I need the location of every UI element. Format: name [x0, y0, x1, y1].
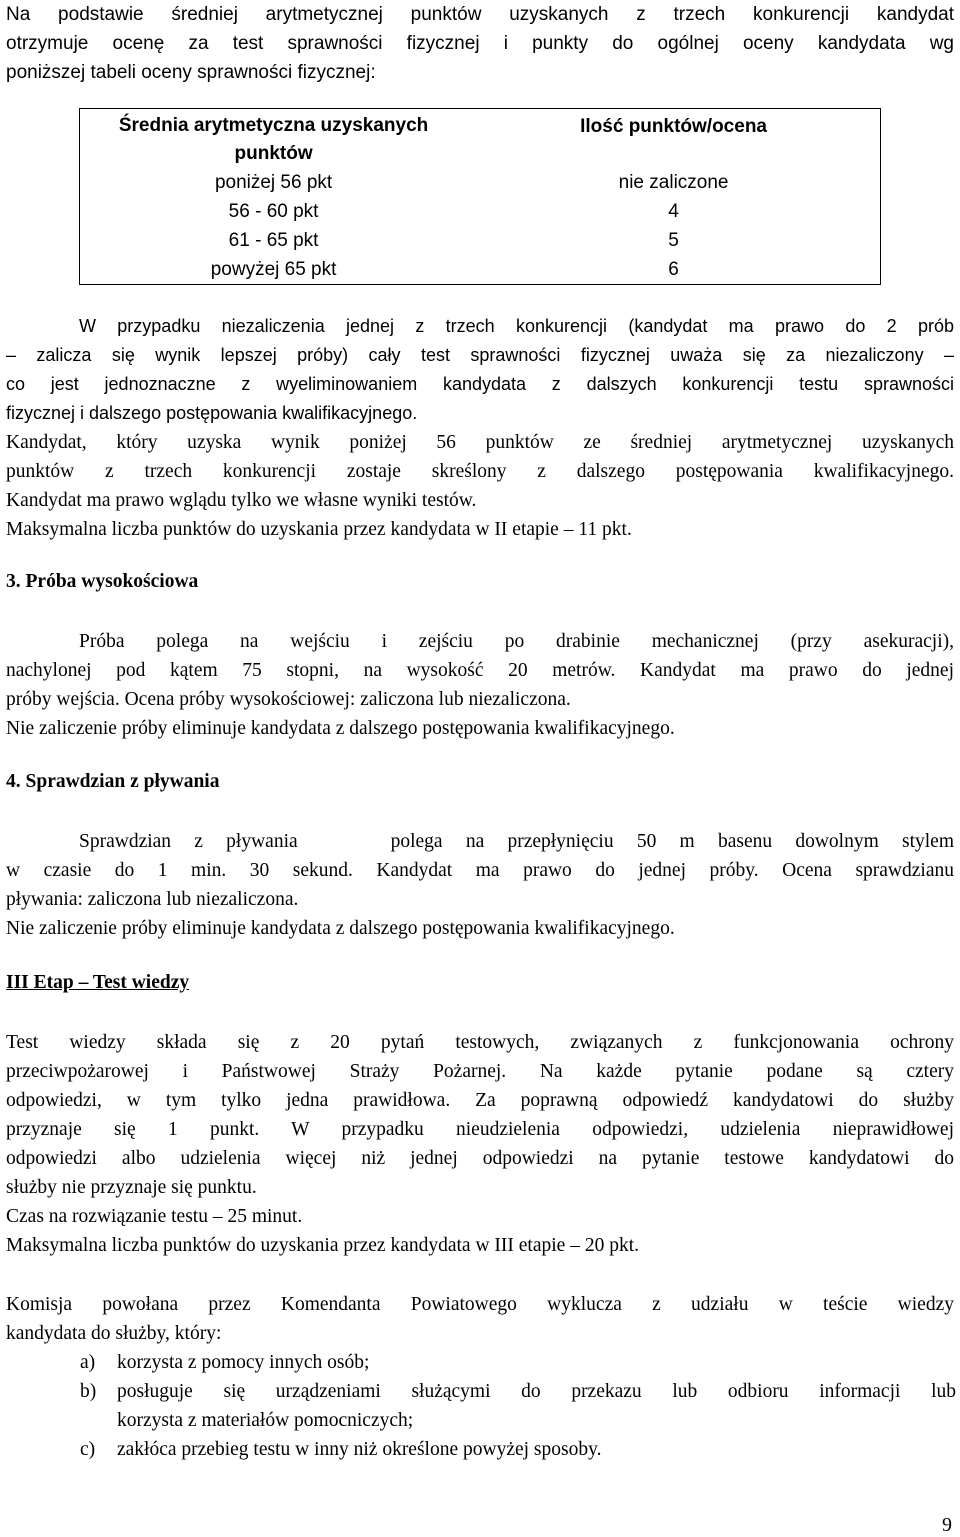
- table-cell: 4: [668, 201, 679, 222]
- stage3-line: przyznaje się 1 punkt. W przypadku nieudzielenia odpowiedzi, udzielenia nieprawidłowej: [6, 1119, 954, 1140]
- stage3-line: odpowiedzi, w tym tylko jedna prawidłowa. Za poprawną odpowiedź kandydatowi do służby: [6, 1090, 954, 1111]
- rule-line: – zalicza się wynik lepszej próby) cały test sprawności fizycznej uważa się za niezaliczony –: [6, 345, 954, 365]
- stage3-heading: III Etap – Test wiedzy: [6, 972, 190, 993]
- list-item-label: c): [80, 1439, 96, 1460]
- list-item-text: korzysta z pomocy innych osób;: [117, 1352, 370, 1373]
- table-cell: nie zaliczone: [618, 172, 729, 193]
- rule-line: co jest jednoznaczne z wyeliminowaniem kandydata z dalszych konkurencji testu sprawności: [6, 374, 954, 394]
- table-header-points: Ilość punktów/ocena: [580, 116, 767, 137]
- commission-line: kandydata do służby, który:: [6, 1323, 222, 1344]
- section4-number: 4.: [6, 771, 21, 792]
- section4-line: Sprawdzian z pływania polega na przepłynięciu 50 m basenu dowolnym stylem: [79, 831, 954, 852]
- list-item: [80, 1377, 956, 1435]
- table-row: [80, 168, 881, 197]
- table-cell: 56 - 60 pkt: [228, 201, 319, 222]
- section3-line: próby wejścia. Ocena próby wysokościowej: zaliczona lub niezaliczona.: [6, 689, 571, 710]
- intro-line: Na podstawie średniej arytmetycznej punktów uzyskanych z trzech konkurencji kandydat: [6, 4, 954, 25]
- section4-heading: [6, 771, 219, 793]
- stage2-notes: [6, 428, 954, 544]
- page-number: 9: [942, 1514, 952, 1536]
- table-row: [80, 197, 881, 226]
- table-cell: 61 - 65 pkt: [228, 230, 319, 251]
- stage3-body: [6, 1028, 954, 1260]
- list-item-label: a): [80, 1352, 96, 1373]
- intro-paragraph: [6, 0, 954, 87]
- list-item: [80, 1348, 956, 1377]
- list-item-text: zakłóca przebieg testu w inny niż określone powyżej sposoby.: [117, 1439, 602, 1460]
- list-item-text: posługuje się urządzeniami służącymi do przekazu lub odbioru informacji lub: [117, 1381, 956, 1402]
- table-cell: 6: [668, 259, 679, 280]
- section3-line: nachylonej pod kątem 75 stopni, na wysokość 20 metrów. Kandydat ma prawo do jednej: [6, 660, 954, 681]
- table-header-average: Średnia arytmetyczna uzyskanych punktów: [118, 115, 429, 164]
- section3-line: Próba polega na wejściu i zejściu po drabinie mechanicznej (przy asekuracji),: [79, 631, 954, 652]
- section4-line: w czasie do 1 min. 30 sekund. Kandydat ma prawo do jednej próby. Ocena sprawdzianu: [6, 860, 954, 881]
- list-item: [80, 1435, 956, 1464]
- section3-title: Próba wysokościowa: [25, 571, 199, 592]
- stage2-line: punktów z trzech konkurencji zostaje skreślony z dalszego postępowania kwalifikacyjnego.: [6, 461, 954, 482]
- stage3-line: Test wiedzy składa się z 20 pytań testowych, związanych z funkcjonowania ochrony: [6, 1032, 954, 1053]
- stage3-line: Czas na rozwiązanie testu – 25 minut.: [6, 1206, 303, 1227]
- table-cell: 5: [668, 230, 679, 251]
- commission-body: [6, 1290, 954, 1348]
- table-row: [80, 255, 881, 285]
- section3-number: 3.: [6, 571, 21, 592]
- section4-line: Nie zaliczenie próby eliminuje kandydata z dalszego postępowania kwalifikacyjnego.: [6, 918, 675, 939]
- table-cell: poniżej 56 pkt: [214, 172, 333, 193]
- section3-heading: [6, 571, 198, 593]
- stage3-line: Maksymalna liczba punktów do uzyskania przez kandydata w III etapie – 20 pkt.: [6, 1235, 639, 1256]
- list-item-label: b): [80, 1381, 97, 1402]
- section4-title: Sprawdzian z pływania: [25, 771, 220, 792]
- stage3-line: służby nie przyznaje się punktu.: [6, 1177, 257, 1198]
- stage2-line: Kandydat ma prawo wglądu tylko we własne wyniki testów.: [6, 490, 477, 511]
- failure-rule-paragraph: [6, 312, 954, 428]
- table-cell: powyżej 65 pkt: [210, 259, 337, 280]
- exclusion-list: [80, 1348, 956, 1464]
- stage3-line: przeciwpożarowej i Państwowej Straży Pożarnej. Na każde pytanie podane są cztery: [6, 1061, 954, 1082]
- commission-line: Komisja powołana przez Komendanta Powiatowego wyklucza z udziału w teście wiedzy: [6, 1294, 954, 1315]
- intro-line: poniższej tabeli oceny sprawności fizycznej:: [6, 62, 376, 83]
- stage3-line: odpowiedzi albo udzielenia więcej niż jednej odpowiedzi na pytanie testowe kandydatowi do: [6, 1148, 954, 1169]
- stage2-line: Maksymalna liczba punktów do uzyskania przez kandydata w II etapie – 11 pkt.: [6, 519, 632, 540]
- section3-body: [6, 627, 954, 743]
- list-item-text: korzysta z materiałów pomocniczych;: [117, 1410, 414, 1431]
- score-table: [79, 108, 881, 285]
- rule-line: W przypadku niezaliczenia jednej z trzech konkurencji (kandydat ma prawo do 2 prób: [79, 316, 954, 336]
- section4-body: [6, 827, 954, 943]
- intro-line: otrzymuje ocenę za test sprawności fizycznej i punkty do ogólnej oceny kandydata wg: [6, 33, 954, 54]
- section4-line: pływania: zaliczona lub niezaliczona.: [6, 889, 299, 910]
- table-header-row: [80, 109, 881, 169]
- stage2-line: Kandydat, który uzyska wynik poniżej 56 punktów ze średniej arytmetycznej uzyskanych: [6, 432, 954, 453]
- section3-line: Nie zaliczenie próby eliminuje kandydata z dalszego postępowania kwalifikacyjnego.: [6, 718, 675, 739]
- rule-line: fizycznej i dalszego postępowania kwalifikacyjnego.: [6, 403, 418, 423]
- table-row: [80, 226, 881, 255]
